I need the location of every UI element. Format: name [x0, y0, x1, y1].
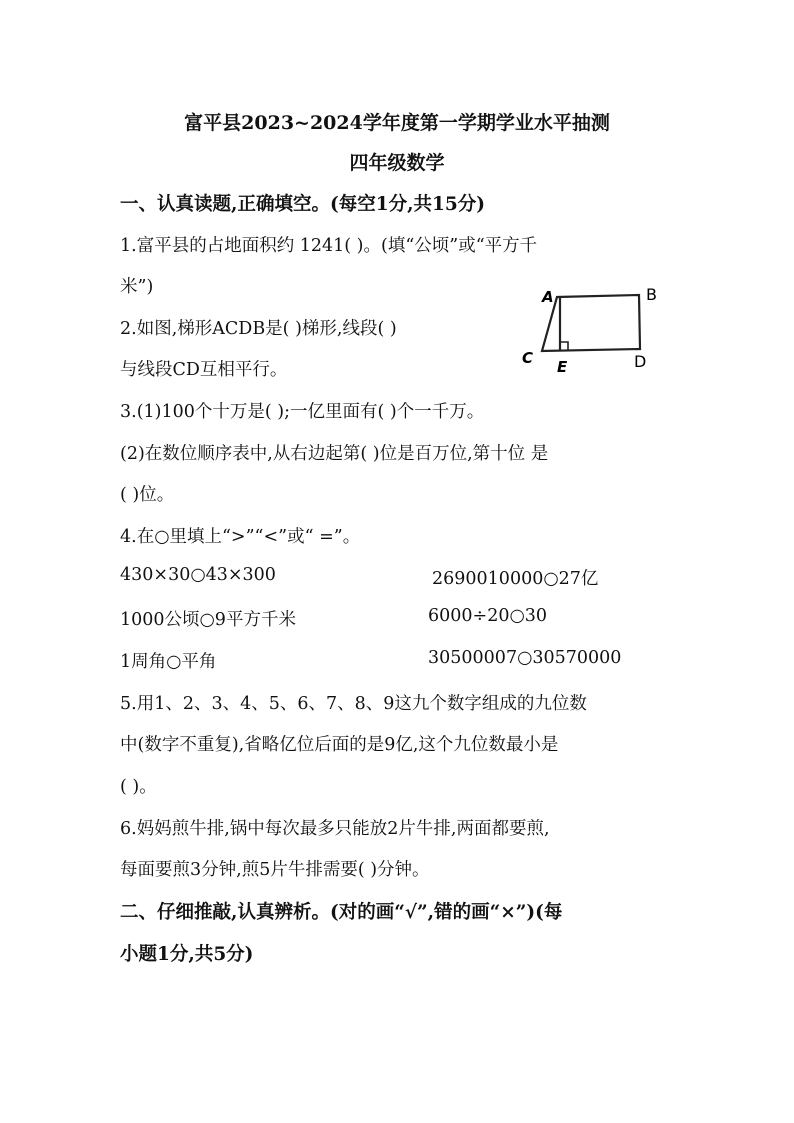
q1-line2: 米”): [120, 277, 154, 297]
section2-heading-line1: 二、仔细推敲,认真辨析。(对的画“√”,错的画“×”)(每: [120, 902, 563, 923]
q5-line3: ( )。: [120, 777, 157, 797]
q4-row3-left: 1周角○平角: [120, 652, 217, 672]
q4-row1-left: 430×30○43×300: [120, 565, 276, 585]
label-c: C: [522, 349, 534, 367]
exam-subtitle: 四年级数学: [349, 152, 445, 174]
section1-heading: 一、认真读题,正确填空。(每空1分,共15分): [120, 194, 486, 215]
q4-row2-left: 1000公顷○9平方千米: [120, 610, 296, 630]
q3-line2: (2)在数位顺序表中,从右边起第( )位是百万位,第十位 是: [120, 444, 549, 464]
section2-heading-line2: 小题1分,共5分): [120, 944, 254, 965]
q4-row2-right: 6000÷20○30: [428, 606, 548, 626]
label-a: A: [542, 288, 554, 306]
q5-line1: 5.用1、2、3、4、5、6、7、8、9这九个数字组成的九位数: [120, 694, 587, 714]
trapezoid-figure: [512, 282, 672, 378]
q4-row1-right: 2690010000○27亿: [432, 569, 599, 589]
exam-title: 富平县2023~2024学年度第一学期学业水平抽测: [184, 112, 610, 134]
q3-line3: ( )位。: [120, 485, 175, 505]
label-d: D: [634, 352, 647, 371]
q3-line1: 3.(1)100个十万是( );一亿里面有( )个一千万。: [120, 402, 485, 422]
label-e: E: [557, 358, 568, 376]
q2-line2: 与线段CD互相平行。: [120, 360, 288, 380]
q4-intro: 4.在○里填上“>”“<”或“ =”。: [120, 527, 361, 547]
q6-line1: 6.妈妈煎牛排,锅中每次最多只能放2片牛排,两面都要煎,: [120, 819, 550, 839]
q1-line1: 1.富平县的占地面积约 1241( )。(填“公顷”或“平方千: [120, 236, 538, 256]
q5-line2: 中(数字不重复),省略亿位后面的是9亿,这个九位数最小是: [120, 735, 559, 755]
q4-row3-right: 30500007○30570000: [428, 648, 622, 668]
q6-line2: 每面要煎3分钟,煎5片牛排需要( )分钟。: [120, 860, 430, 880]
label-b: B: [646, 285, 657, 304]
q2-line1: 2.如图,梯形ACDB是( )梯形,线段( ): [120, 319, 397, 339]
